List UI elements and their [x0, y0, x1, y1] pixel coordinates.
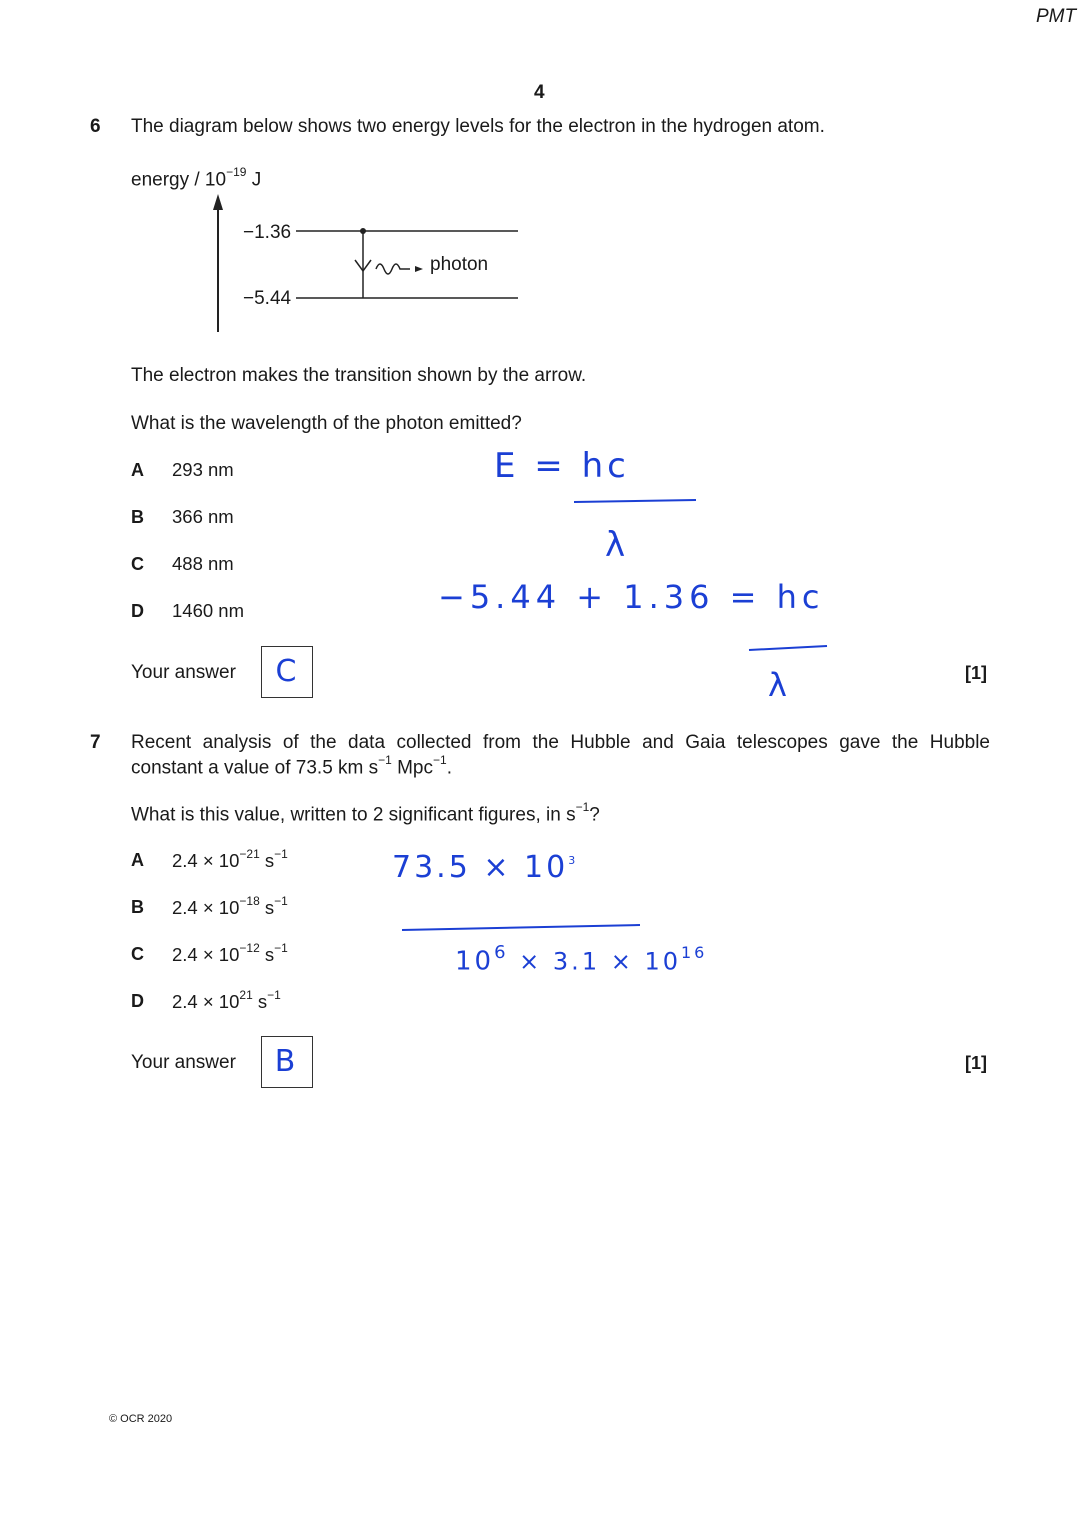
- q7-option-c-letter: C: [131, 944, 144, 964]
- axis-arrowhead: [213, 194, 223, 210]
- q6-answer-value: C: [275, 654, 297, 689]
- copyright: © OCR 2020: [109, 1413, 173, 1425]
- lower-level-value: −5.44: [243, 288, 292, 309]
- photon-arrowhead: [415, 266, 423, 272]
- energy-axis-label: energy / $10^{-19}$ J: [131, 165, 262, 191]
- energy-level-diagram: [200, 190, 540, 340]
- q6-working-fraction-bar-2: [745, 640, 835, 654]
- q6-working-denominator-2: λ: [768, 666, 787, 704]
- q6-option-d-text: 1460 nm: [172, 600, 244, 621]
- q6-your-answer-label: Your answer: [131, 662, 236, 683]
- q7-option-a-letter: A: [131, 850, 144, 870]
- q7-working-numerator: $73.5 \times 10^3$: [392, 850, 579, 885]
- question-7-number: 7: [90, 732, 101, 753]
- question-7-stem: What is this value, written to 2 significant figures, in $s^{-1}$?: [131, 800, 600, 826]
- photon-wave-icon: [376, 264, 410, 274]
- question-7-intro-line-2: constant a value of 73.5 km $s^{-1}$ Mpc$^{-1}$.: [131, 753, 452, 779]
- q7-option-b-text: $2.4 \times 10^{-18}$ $s^{-1}$: [172, 894, 288, 919]
- q6-working-line-1: E = hc: [494, 446, 630, 486]
- q6-option-a-text: 293 nm: [172, 459, 234, 480]
- q7-option-d-letter: D: [131, 991, 144, 1011]
- page-number: 4: [534, 82, 545, 103]
- q6-working-denominator-1: λ: [605, 525, 626, 565]
- question-7-intro-line-1: Recent analysis of the data collected from the Hubble and Gaia telescopes gave the Hubble: [131, 732, 990, 753]
- q6-answer-box[interactable]: [261, 646, 313, 698]
- q6-option-b-text: 366 nm: [172, 506, 234, 527]
- q7-answer-value: B: [274, 1044, 296, 1079]
- q6-option-c-letter: C: [131, 554, 144, 574]
- q6-option-c-text: 488 nm: [172, 553, 234, 574]
- question-6-number: 6: [90, 116, 101, 137]
- q6-working-fraction-bar-1: [570, 495, 700, 507]
- q7-working-denominator: $10^6 \times 3.1 \times 10^{16}$: [455, 942, 708, 977]
- q7-marks: [1]: [965, 1053, 987, 1073]
- question-6-stem-1: The electron makes the transition shown by the arrow.: [131, 365, 587, 386]
- q7-answer-box[interactable]: [261, 1036, 313, 1088]
- q6-marks: [1]: [965, 663, 987, 683]
- q7-option-d-text: $2.4 \times 10^{21}$ $s^{-1}$: [172, 988, 281, 1013]
- q7-option-a-text: $2.4 \times 10^{-21}$ $s^{-1}$: [172, 847, 288, 872]
- photon-label: photon: [430, 254, 489, 275]
- q6-option-a-letter: A: [131, 460, 144, 480]
- q7-option-c-text: $2.4 \times 10^{-12}$ $s^{-1}$: [172, 941, 288, 966]
- q6-option-d-letter: D: [131, 601, 144, 621]
- q6-option-b-letter: B: [131, 507, 144, 527]
- question-6-stem-2: What is the wavelength of the photon emitted?: [131, 413, 522, 434]
- q7-working-fraction-bar: [398, 920, 644, 934]
- question-6-intro: The diagram below shows two energy levels for the electron in the hydrogen atom.: [131, 116, 825, 137]
- upper-level-value: −1.36: [243, 222, 292, 243]
- q6-working-line-2: −5.44 + 1.36 = hc: [438, 578, 825, 616]
- q7-option-b-letter: B: [131, 897, 144, 917]
- pmt-label: PMT: [1036, 6, 1077, 27]
- q7-your-answer-label: Your answer: [131, 1052, 236, 1073]
